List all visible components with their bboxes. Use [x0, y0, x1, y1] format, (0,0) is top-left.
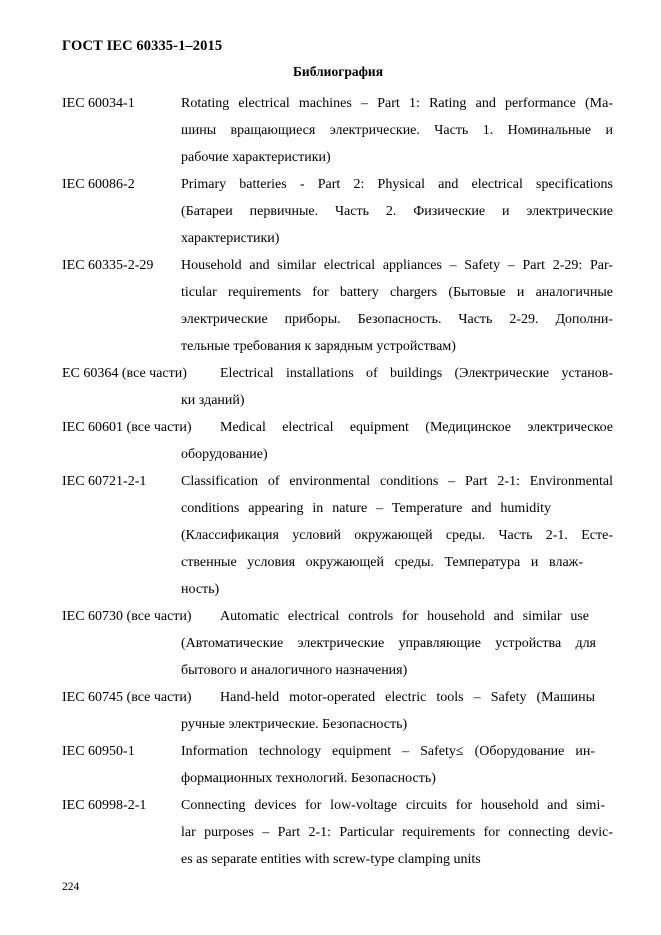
entry-description-line: Primary batteries - Part 2: Physical and electrical specifications — [181, 177, 613, 192]
bibliography-list — [0, 90, 661, 873]
entry-description-line: Classification of environmental conditions – Part 2-1: Environmental — [181, 474, 613, 489]
entry-description-line: (Батареи первичные. Часть 2. Физические и электрические — [181, 204, 613, 219]
entry-code: IEC 60950-1 — [62, 744, 135, 759]
entry-description-line: ticular requirements for battery chargers (Бытовые и аналогичные — [181, 285, 613, 300]
bibliography-entry — [0, 684, 661, 738]
entry-description-line: Information technology equipment – Safety≤ (Оборудование ин- — [181, 744, 595, 759]
bibliography-entry — [0, 171, 661, 252]
bibliography-entry — [0, 252, 661, 360]
entry-code: IEC 60730 (все части) — [62, 609, 192, 624]
entry-description-line: (Автоматические электрические управляющие устройства для — [181, 636, 596, 651]
bibliography-entry — [0, 738, 661, 792]
entry-description-line: электрические приборы. Безопасность. Часть 2-29. Дополни- — [181, 312, 613, 327]
entry-description-line: рабочие характеристики) — [181, 150, 331, 165]
entry-description-line: Household and similar electrical appliances – Safety – Part 2-29: Par- — [181, 258, 613, 273]
entry-description-line: conditions appearing in nature – Temperature and humidity — [181, 501, 551, 516]
entry-description-line: тельные требования к зарядным устройствам) — [181, 339, 456, 354]
entry-description-line: Automatic electrical controls for household and similar use — [220, 609, 589, 624]
entry-description-line: lar purposes – Part 2-1: Particular requirements for connecting devic- — [181, 825, 613, 840]
entry-description-line: es as separate entities with screw-type clamping units — [181, 852, 481, 867]
bibliography-entry — [0, 603, 661, 684]
bibliography-entry — [0, 360, 661, 414]
entry-description-line: Rotating electrical machines – Part 1: Rating and performance (Ма- — [181, 96, 613, 111]
entry-description-line: ручные электрические. Безопасность) — [181, 717, 408, 732]
entry-description-line: бытового и аналогичного назначения) — [181, 663, 408, 678]
entry-code: EC 60364 (все части) — [62, 366, 187, 381]
entry-code: IEC 60335-2-29 — [62, 258, 154, 273]
bibliography-entry — [0, 468, 661, 603]
bibliography-entry — [0, 792, 661, 873]
entry-description-line: ственные условия окружающей среды. Температура и влаж- — [181, 555, 583, 570]
entry-code: IEC 60721-2-1 — [62, 474, 147, 489]
entry-description-line: формационных технологий. Безопасность) — [181, 771, 436, 786]
entry-description-line: оборудование) — [181, 447, 268, 462]
entry-description-line: ность) — [181, 582, 220, 597]
entry-description-line: Medical electrical equipment (Медицинское электрическое — [220, 420, 613, 435]
entry-description-line: Electrical installations of buildings (Электрические установ- — [220, 366, 613, 381]
page-number: 224 — [62, 881, 80, 893]
bibliography-title: Библиография — [292, 64, 384, 79]
entry-description-line: Connecting devices for low-voltage circuits for household and simi- — [181, 798, 605, 813]
bibliography-entry — [0, 414, 661, 468]
entry-description-line: (Классификация условий окружающей среды. Часть 2-1. Есте- — [181, 528, 613, 543]
entry-code: IEC 60086-2 — [62, 177, 135, 192]
entry-description-line: характеристики) — [181, 231, 280, 246]
entry-description-line: Hand-held motor-operated electric tools – Safety (Машины — [220, 690, 595, 705]
entry-code: IEC 60998-2-1 — [62, 798, 147, 813]
page-header: ГОСТ IEC 60335-1–2015 — [62, 38, 223, 54]
entry-code: IEC 60745 (все части) — [62, 690, 192, 705]
entry-code: IEC 60601 (все части) — [62, 420, 192, 435]
entry-code: IEC 60034-1 — [62, 96, 135, 111]
entry-description-line: ки зданий) — [181, 393, 245, 408]
entry-description-line: шины вращающиеся электрические. Часть 1. Номинальные и — [181, 123, 613, 138]
bibliography-entry — [0, 90, 661, 171]
